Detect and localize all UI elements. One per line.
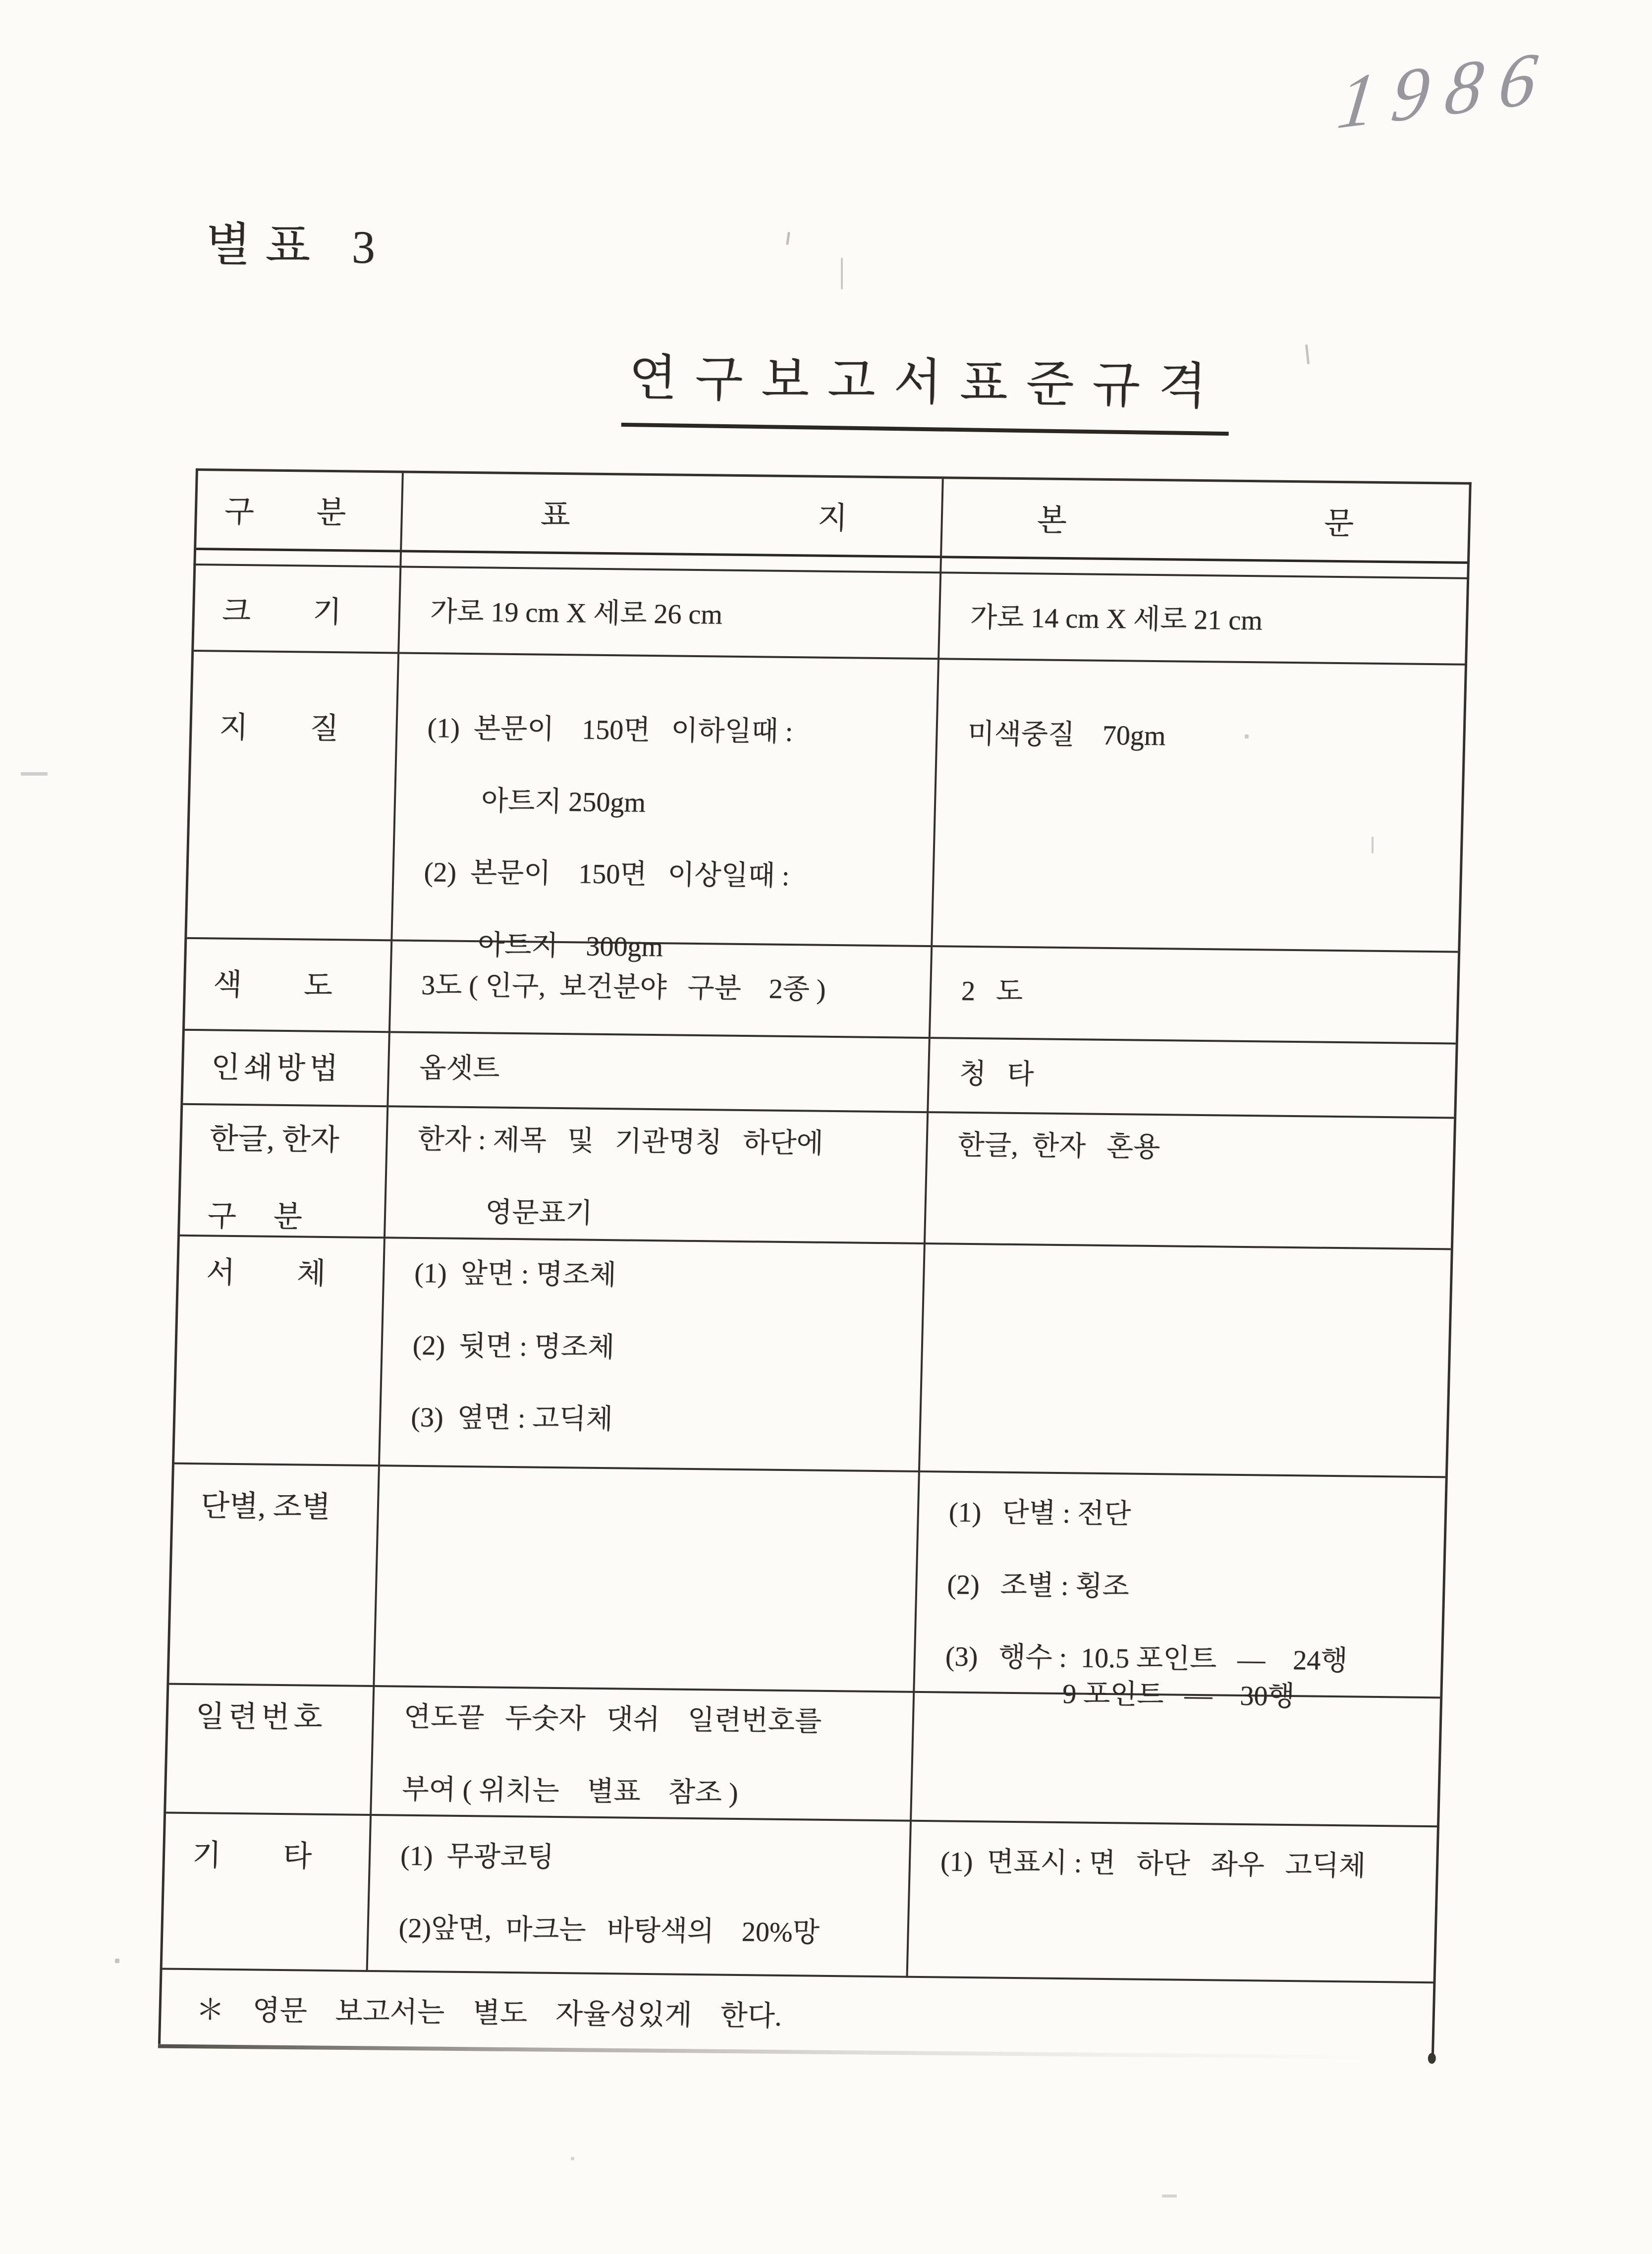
col-header-cover: 표 지 xyxy=(402,473,944,559)
row-serial-category: 일련번호 xyxy=(166,1685,375,1816)
row-size-body: 가로 14 cm X 세로 21 cm xyxy=(939,558,1467,665)
row-other-body: (1) 면표시 : 면 하단 좌우 고딕체 xyxy=(908,1822,1436,1983)
scan-speck xyxy=(21,772,48,776)
page-title: 연구보고서표준규격 xyxy=(621,338,1230,436)
row-color-category: 색 도 xyxy=(185,939,392,1033)
row-paper-body: 미색중질 70gm xyxy=(933,660,1465,953)
scan-speck xyxy=(115,1959,119,1963)
row-color-body: 2 도 xyxy=(931,947,1458,1044)
row-color-cover: 3도 ( 인구, 보건분야 구분 2종 ) xyxy=(390,941,933,1039)
row-script-body: 한글, 한자 혼용 xyxy=(926,1113,1454,1250)
row-script-category: 한글, 한자 구 분 xyxy=(180,1105,388,1239)
row-typeface-body xyxy=(920,1244,1451,1478)
row-serial-body xyxy=(912,1693,1440,1827)
row-paper-cover: (1) 본문이 150면 이하일때 : 아트지 250gm (2) 본문이 150면 이상일때 : 아트지 300gm xyxy=(392,654,939,947)
row-typeface-category: 서 체 xyxy=(174,1237,385,1466)
row-serial-cover: 연도끝 두숫자 댓쉬 일련번호를 부여 ( 위치는 별표 참조 ) xyxy=(372,1687,915,1822)
row-layout-cover xyxy=(375,1466,920,1693)
appendix-label: 별표 3 xyxy=(205,219,390,274)
scan-speck xyxy=(1245,734,1249,738)
row-paper-category: 지 질 xyxy=(187,652,399,941)
spec-table xyxy=(158,468,1479,2058)
scan-speck xyxy=(841,258,843,289)
row-script-cover: 한자 : 제목 및 기관명칭 하단에 영문표기 xyxy=(385,1107,929,1244)
row-print-cover: 옵셋트 xyxy=(388,1033,931,1113)
scan-speck xyxy=(1305,344,1310,364)
row-layout-body: (1) 단별 : 전단 (2) 조별 : 횡조 (3) 행수 : 10.5 포인트 — 24행 9 포인트 — 30행 xyxy=(915,1472,1445,1698)
row-layout-category: 단별, 조별 xyxy=(169,1465,380,1687)
row-other-cover: (1) 무광코팅 (2)앞면, 마크는 바탕색의 20%망 xyxy=(368,1816,912,1978)
scan-speck xyxy=(571,2157,574,2160)
scan-speck xyxy=(1162,2195,1177,2198)
row-size-category: 크 기 xyxy=(194,550,402,654)
handwritten-year: 1986 xyxy=(1333,34,1558,145)
scan-speck xyxy=(1372,837,1374,853)
col-header-body: 본 문 xyxy=(942,479,1469,564)
row-print-category: 인쇄방법 xyxy=(183,1031,390,1107)
col-header-category: 구 분 xyxy=(196,471,404,552)
row-typeface-cover: (1) 앞면 : 명조체 (2) 뒷면 : 명조체 (3) 옆면 : 고딕체 xyxy=(380,1239,926,1472)
table-footnote: ＊ 영문 보고서는 별도 자율성있게 한다. xyxy=(195,1994,782,2032)
ink-blob xyxy=(1428,2053,1436,2064)
row-print-body: 청 타 xyxy=(929,1039,1456,1119)
row-size-cover: 가로 19 cm X 세로 26 cm xyxy=(399,553,942,660)
row-other-category: 기 타 xyxy=(163,1814,372,1972)
scan-speck xyxy=(786,232,790,245)
